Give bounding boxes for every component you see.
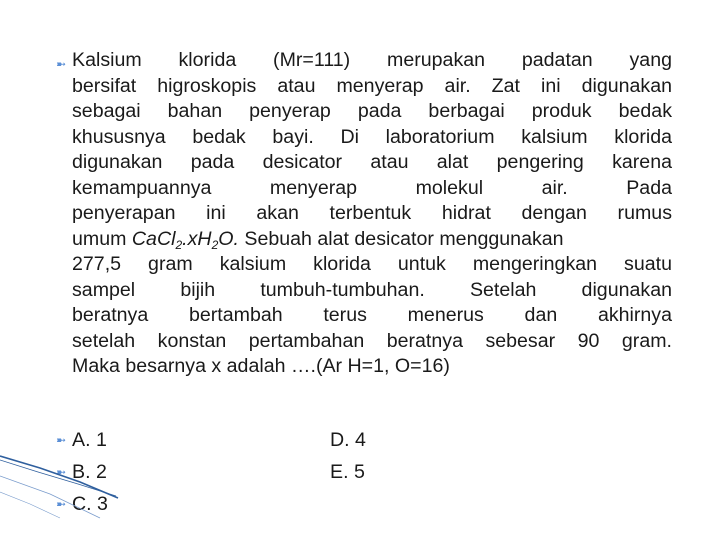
- option-a[interactable]: A. 1: [72, 429, 107, 451]
- bullet-icon: ➼: [56, 497, 67, 511]
- formula-o: O.: [218, 227, 239, 250]
- option-b[interactable]: B. 2: [72, 461, 107, 483]
- question-line: digunakan pada desicator atau alat pengering karena: [72, 151, 672, 173]
- question-line: Maka besarnya x adalah ….(Ar H=1, O=16): [72, 355, 450, 377]
- formula-h: H: [197, 227, 212, 250]
- question-line: bersifat higroskopis atau menyerap air. Zat ini digunakan: [72, 74, 672, 97]
- formula-dot-x: .x: [182, 227, 198, 250]
- bullet-icon: ➼: [56, 433, 67, 447]
- bullet-icon: ➼: [56, 465, 67, 479]
- question-line: sampel bijih tumbuh-tumbuhan. Setelah digunakan: [72, 278, 672, 301]
- question-line: khususnya bedak bayi. Di laboratorium kalsium klorida: [72, 125, 672, 148]
- formula-subscript: 2: [175, 237, 183, 252]
- corner-decoration: [0, 448, 120, 540]
- formula-line: [72, 227, 672, 253]
- question-text: [72, 48, 672, 380]
- formula-subscript: 2: [211, 237, 219, 252]
- question-line: sebagai bahan penyerap pada berbagai produk bedak: [72, 100, 672, 122]
- question-line: 277,5 gram kalsium klorida untuk mengeringkan suatu: [72, 253, 672, 275]
- question-line: beratnya bertambah terus menerus dan akhirnya: [72, 304, 672, 326]
- option-c[interactable]: C. 3: [72, 493, 108, 515]
- question-line: kemampuannya menyerap molekul air. Pada: [72, 176, 672, 199]
- option-d[interactable]: D. 4: [330, 429, 366, 451]
- bullet-icon: ➼: [56, 57, 67, 71]
- formula-ca: Ca: [131, 227, 157, 250]
- question-line: Kalsium klorida (Mr=111) merupakan padatan yang: [72, 49, 672, 71]
- option-e[interactable]: E. 5: [330, 461, 365, 483]
- question-line: setelah konstan pertambahan beratnya sebesar 90 gram.: [72, 329, 672, 352]
- formula-prefix: umum: [72, 227, 132, 250]
- formula-suffix: Sebuah alat desicator menggunakan: [238, 227, 564, 250]
- formula-cl: Cl: [156, 227, 176, 250]
- question-line: penyerapan ini akan terbentuk hidrat dengan rumus: [72, 202, 672, 224]
